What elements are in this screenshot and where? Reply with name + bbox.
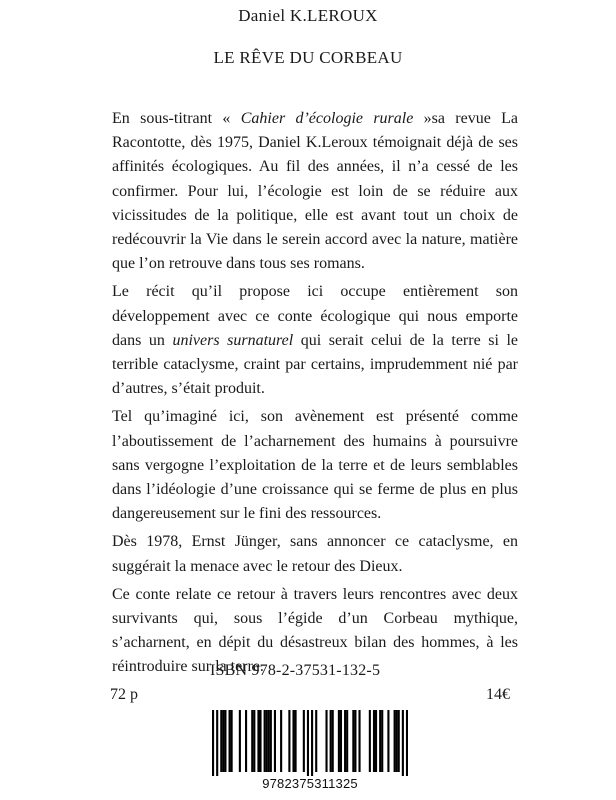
barcode-bar	[220, 710, 222, 772]
barcode-bar	[231, 710, 233, 772]
barcode-bar	[369, 710, 371, 772]
barcode-bar	[280, 710, 282, 772]
isbn-label: ISBN 978-2-37531-132-5	[210, 662, 381, 679]
barcode-bar	[303, 710, 305, 772]
barcode-bar	[394, 710, 396, 772]
paragraph-2-part-c: qui serait celui de la terre si le terrible cataclysme, craint par certains, imprudemment nié par d’autres, s’était produit.	[112, 331, 519, 398]
paragraph-1-part-c: »sa revue La Racontotte, dès 1975, Daniel K.Leroux témoignait déjà de ses affinités écologiques. Au fil des années, il n’a cessé de les confirmer. Pour lui, l’écologie est loin de se réduire aux vicissitudes de la politique, elle est avant tout un choix de redécouvrir la Vie dans le serein accord avec la nature, matière que l’on retrouve dans tous ses romans.	[112, 110, 519, 273]
author-name: Daniel K.LEROUX	[238, 6, 378, 25]
barcode-bar	[251, 710, 253, 772]
paragraph-2	[112, 280, 518, 401]
paragraph-4: Dès 1978, Ernst Jünger, sans annoncer ce cataclysme, en suggérait la menace avec le retour des Dieux.	[112, 533, 518, 575]
barcode-bar	[292, 710, 294, 772]
price: 14€	[486, 686, 510, 703]
barcode-bar	[379, 710, 381, 772]
barcode-bar	[216, 710, 218, 776]
barcode-bar	[387, 710, 389, 772]
barcode-bar	[354, 710, 356, 772]
barcode-bar	[315, 710, 317, 772]
paragraph-2-part-a: Le récit qu’il propose ici occupe entièrement son développement avec ce conte écologique qui nous emporte dans un	[112, 283, 518, 349]
barcode-bar	[270, 710, 272, 772]
barcode-bar	[332, 710, 334, 772]
barcode-bar	[222, 710, 224, 772]
barcode-bar	[224, 710, 226, 772]
barcode-bar	[307, 710, 309, 776]
barcode-bar	[375, 710, 377, 772]
barcode-bar	[253, 710, 255, 772]
barcode-bar	[264, 710, 266, 772]
barcode-bar	[295, 710, 297, 772]
barcode-bar	[346, 710, 348, 772]
barcode-bar	[288, 710, 290, 772]
barcode-number: 9782375311325	[262, 776, 358, 791]
barcode-bar	[239, 710, 241, 772]
barcode-bar	[398, 710, 400, 772]
barcode-bar	[396, 710, 398, 772]
barcode-bar	[330, 710, 332, 772]
barcode-bars	[212, 710, 408, 776]
barcode-bar	[274, 710, 276, 772]
barcode-bar	[406, 710, 408, 776]
paragraph-1	[112, 107, 518, 276]
paragraph-5: Ce conte relate ce retour à travers leurs rencontres avec deux survivants qui, sous l’égide d’un Corbeau mythique, s’acharnent, en dépit du désastreux bilan des hommes, à les réintroduire sur la terre.	[112, 585, 518, 676]
barcode	[212, 710, 408, 790]
barcode-bar	[257, 710, 259, 772]
paragraph-1-part-a: En sous-titrant «	[112, 110, 241, 127]
barcode-bar	[373, 710, 375, 772]
barcode-bar	[229, 710, 231, 772]
barcode-bar	[268, 710, 270, 772]
paragraph-1-italic: Cahier d’écologie rurale	[240, 110, 414, 127]
barcode-bar	[212, 710, 214, 776]
barcode-bar	[325, 710, 327, 772]
barcode-bar	[352, 710, 354, 772]
barcode-bar	[402, 710, 404, 776]
barcode-bar	[266, 710, 268, 772]
barcode-bar	[358, 710, 360, 772]
book-title: LE RÊVE DU CORBEAU	[213, 48, 403, 67]
barcode-bar	[311, 710, 313, 776]
barcode-bar	[340, 710, 342, 772]
page-count: 72 p	[110, 686, 138, 703]
paragraph-3: Tel qu’imaginé ici, son avènement est présenté comme l’aboutissement de l’acharnement des humains à poursuivre sans vergogne l’exploitation de la terre et de leurs semblables dans l’idéologie d’une croissance qui se ferme de plus en plus dangereusement sur le fini des ressources.	[112, 408, 518, 523]
barcode-bar	[344, 710, 346, 772]
back-cover-text	[112, 107, 518, 684]
barcode-bar	[338, 710, 340, 772]
paragraph-2-italic: univers surnaturel	[172, 331, 294, 349]
barcode-bar	[259, 710, 261, 772]
barcode-bar	[245, 710, 247, 772]
barcode-bar	[381, 710, 383, 772]
